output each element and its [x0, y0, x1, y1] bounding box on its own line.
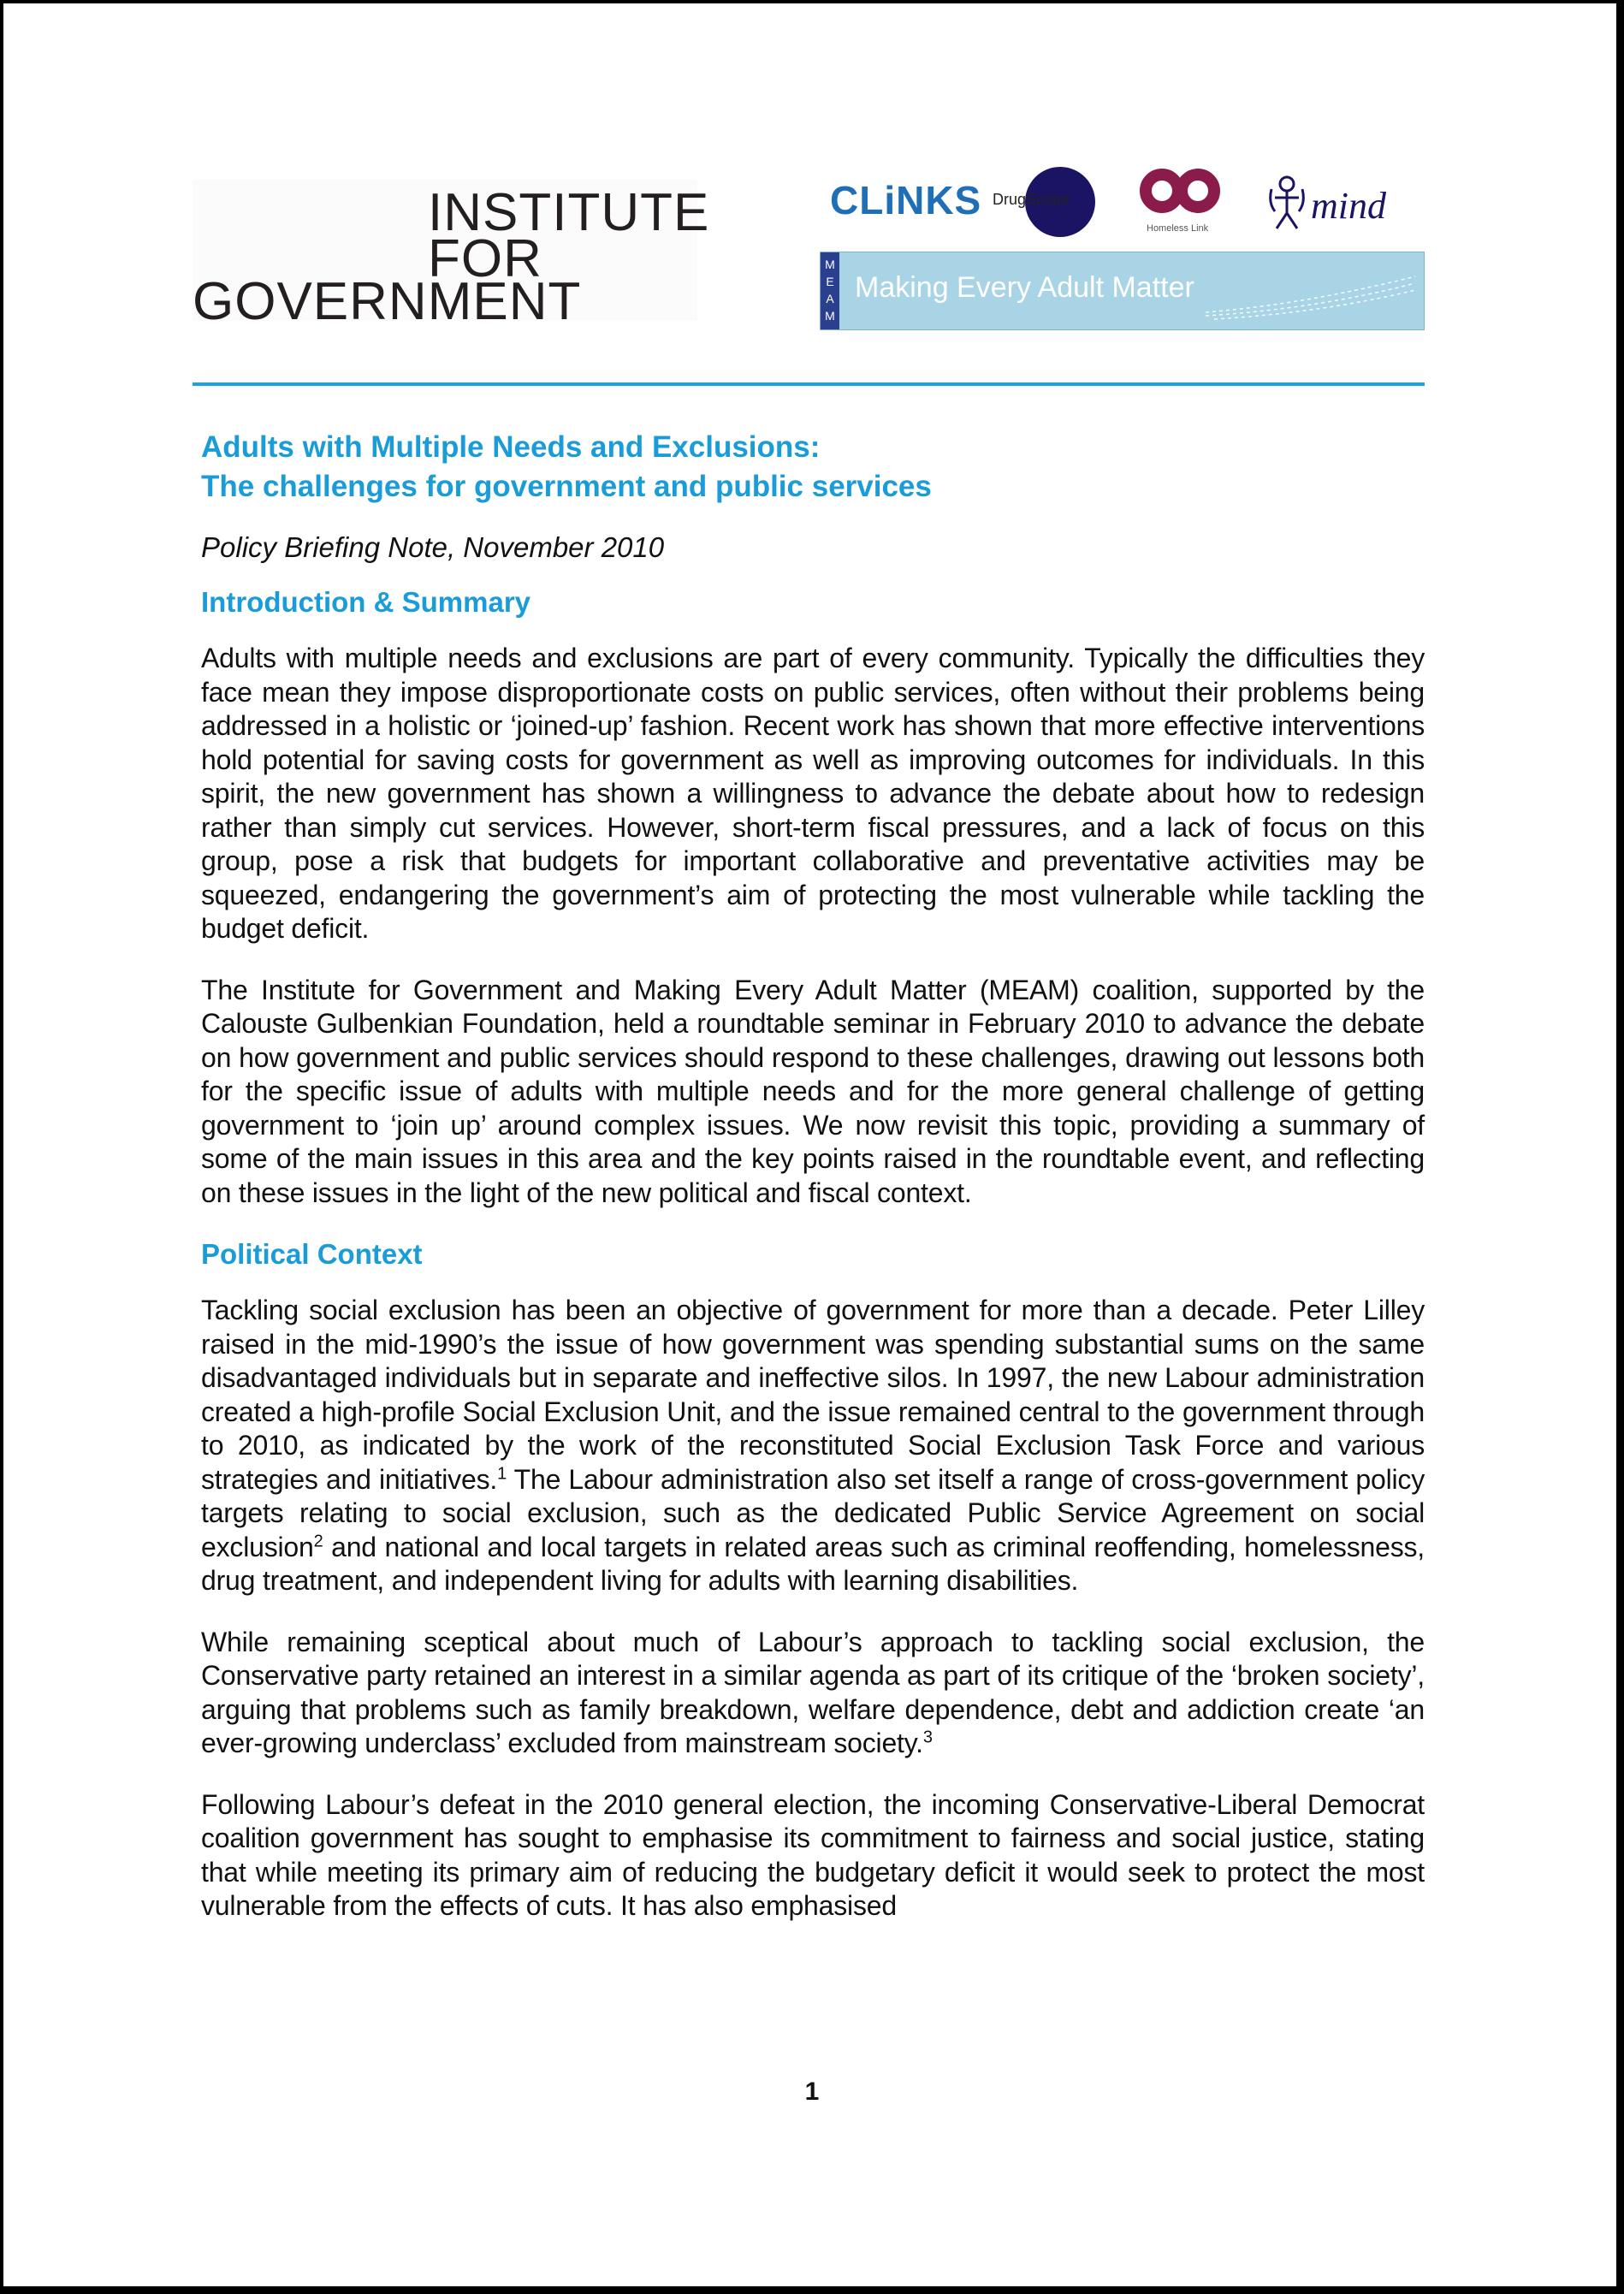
paragraph — [201, 1626, 1425, 1761]
footnote-ref-3[interactable]: 3 — [922, 1728, 933, 1747]
header-divider — [193, 382, 1425, 386]
footnote-ref-2[interactable]: 2 — [313, 1531, 323, 1550]
section-heading-introduction: Introduction & Summary — [201, 586, 531, 618]
logo-line-institute: INSTITUTE — [428, 183, 710, 242]
document-title — [201, 428, 1425, 507]
homeless-link-logo — [1138, 167, 1241, 244]
mind-wordmark: mind — [1311, 185, 1386, 227]
footnote-ref-1[interactable]: 1 — [497, 1463, 507, 1483]
meam-side-bar — [821, 252, 839, 329]
mind-figure-icon — [1266, 172, 1314, 232]
meam-banner — [820, 252, 1425, 330]
drugscope-wordmark: DrugScope — [993, 191, 1070, 208]
document-body — [201, 428, 1425, 1924]
paragraph-text: Tackling social exclusion has been an objective of government for more than a decade. Peter Lilley raised in the mid-1990’s the issue of how government was spending substantial sums on the same disadvantaged individuals but in separate and ineffective silos. In 1997, the new Labour administration created a high-profile Social Exclusion Unit, and the issue remained central to the government through to 2010, as indicated by the work of the reconstituted Social Exclusion Task Force and various strategies and initiatives. — [201, 1295, 1425, 1495]
meam-banner-text: Making Every Adult Matter — [855, 271, 1194, 304]
paragraph-text: While remaining sceptical about much of Labour’s approach to tackling social exclusion, the Conservative party retained an interest in a similar agenda as part of its critique of the ‘broken society’, arguing that problems such as family breakdown, welfare dependence, debt and addiction create ‘an ever-growing underclass’ excluded from mainstream society. — [201, 1626, 1425, 1758]
clinks-logo: CLiNKS — [830, 178, 982, 222]
title-line-2: The challenges for government and public services — [201, 470, 932, 503]
title-line-1: Adults with Multiple Needs and Exclusions: — [201, 430, 821, 464]
mind-logo — [1266, 172, 1412, 240]
homeless-link-wordmark: Homeless Link — [1147, 223, 1209, 234]
logo-line-government: GOVERNMENT — [193, 272, 582, 331]
meam-letter: A — [826, 292, 834, 305]
partner-logos — [830, 167, 1429, 252]
section-heading-political-context: Political Context — [201, 1238, 423, 1270]
swoosh-icon — [1206, 270, 1420, 321]
page-number: 1 — [804, 2078, 820, 2106]
ring-icon — [1176, 169, 1220, 213]
drugscope-logo — [993, 167, 1095, 235]
document-subtitle: Policy Briefing Note, November 2010 — [201, 531, 665, 563]
paragraph: Adults with multiple needs and exclusions are part of every community. Typically the difficulties they face mean they impose disproportionate costs on public services, often without their problems being addressed in a holistic or ‘joined-up’ fashion. Recent work has shown that more effective interventions hold potential for saving costs for government as well as improving outcomes for individuals. In this spirit, the new government has shown a willingness to advance the debate about how to redesign rather than simply cut services. However, short-term fiscal pressures, and a lack of focus on this group, pose a risk that budgets for important collaborative and preventative activities may be squeezed, endangering the government’s aim of protecting the most vulnerable while tackling the budget deficit. — [201, 643, 1425, 944]
paragraph-text: and national and local targets in related areas such as criminal reoffending, homelessness, drug treatment, and independent living for adults with learning disabilities. — [201, 1531, 1425, 1596]
paragraph: Following Labour’s defeat in the 2010 general election, the incoming Conservative-Liberal Democrat coalition government has sought to emphasise its commitment to fairness and social justice, stating that while meeting its primary aim of reducing the budgetary deficit it would seek to protect the most vulnerable from the effects of cuts. It has also emphasised — [201, 1788, 1425, 1921]
paragraph-text: The Labour administration also set itself a range of cross-government policy targets relating to social exclusion, such as the dedicated Public Service Agreement on social exclusion — [201, 1463, 1425, 1562]
logo-line-for: FOR — [428, 229, 542, 288]
meam-letter: M — [825, 258, 835, 271]
meam-letter: E — [826, 275, 834, 288]
paragraph — [201, 1294, 1425, 1598]
paragraph: The Institute for Government and Making Every Adult Matter (MEAM) coalition, supported by the Calouste Gulbenkian Foundation, held a roundtable seminar in February 2010 to advance the debate on how government and public services should respond to these challenges, drawing out lessons both for the specific issue of adults with multiple needs and for the more general challenge of getting government to ‘join up’ around complex issues. We now revisit this topic, providing a summary of some of the main issues in this area and the key points raised in the roundtable event, and reflecting on these issues in the light of the new political and fiscal context. — [201, 974, 1425, 1208]
institute-for-government-logo — [193, 180, 710, 331]
meam-letter: M — [825, 309, 835, 323]
